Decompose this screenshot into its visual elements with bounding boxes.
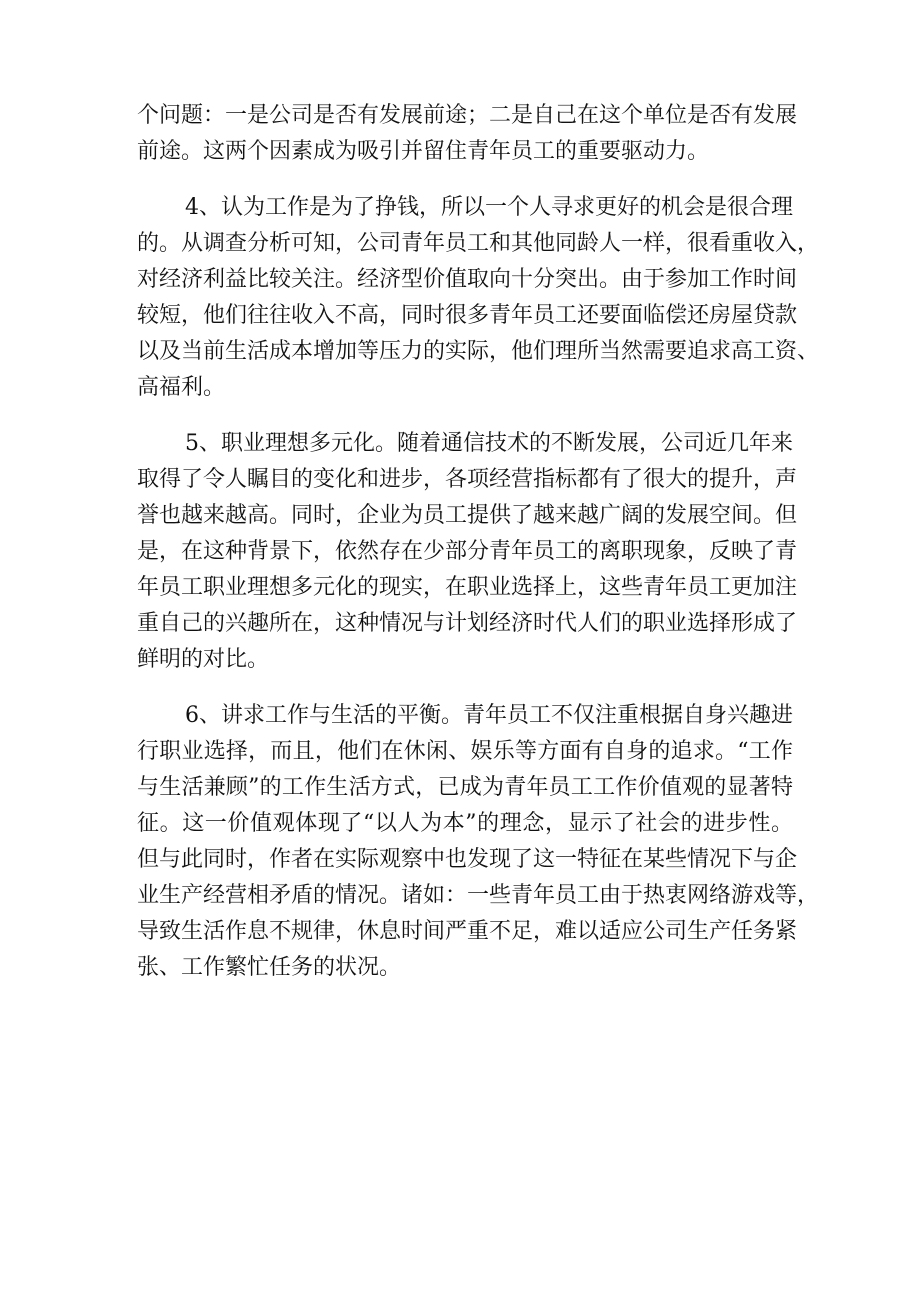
paragraph-continuation bbox=[137, 98, 798, 170]
text-line: 业生产经营相矛盾的情况。诸如：一些青年员工由于热衷网络游戏等， bbox=[137, 883, 820, 908]
text-line: 与生活兼顾”的工作生活方式，已成为青年员工工作价值观的显著特 bbox=[137, 775, 793, 800]
text-line: 4、认为工作是为了挣钱，所以一个人寻求更好的机会是很合理 bbox=[185, 195, 793, 220]
paragraph-item-4 bbox=[137, 190, 820, 406]
text-line: 张、工作繁忙任务的状况。 bbox=[137, 955, 402, 980]
text-line: 是，在这种背景下，依然存在少部分青年员工的离职现象，反映了青 bbox=[137, 539, 798, 564]
text-line: 前途。这两个因素成为吸引并留住青年员工的重要驱动力。 bbox=[137, 139, 710, 164]
text-line: 年员工职业理想多元化的现实，在职业选择上，这些青年员工更加注 bbox=[137, 575, 798, 600]
text-line: 征。这一价值观体现了“以人为本”的理念，显示了社会的进步性。 bbox=[137, 811, 793, 836]
text-line: 6、讲求工作与生活的平衡。青年员工不仅注重根据自身兴趣进 bbox=[185, 703, 793, 728]
text-line: 以及当前生活成本增加等压力的实际，他们理所当然需要追求高工资、 bbox=[137, 339, 820, 364]
text-line: 个问题：一是公司是否有发展前途；二是自己在这个单位是否有发展 bbox=[137, 103, 798, 128]
text-line: 的。从调查分析可知，公司青年员工和其他同龄人一样，很看重收入， bbox=[137, 231, 820, 256]
text-line: 5、职业理想多元化。随着通信技术的不断发展，公司近几年来 bbox=[185, 431, 793, 456]
text-line: 较短，他们往往收入不高，同时很多青年员工还要面临偿还房屋贷款 bbox=[137, 303, 798, 328]
text-line: 对经济利益比较关注。经济型价值取向十分突出。由于参加工作时间 bbox=[137, 267, 798, 292]
paragraph-item-6 bbox=[137, 698, 820, 986]
document-body bbox=[137, 98, 820, 1006]
text-line: 高福利。 bbox=[137, 375, 226, 400]
text-line: 誉也越来越高。同时，企业为员工提供了越来越广阔的发展空间。但 bbox=[137, 503, 798, 528]
text-line: 取得了令人瞩目的变化和进步，各项经营指标都有了很大的提升，声 bbox=[137, 467, 798, 492]
text-line: 重自己的兴趣所在，这种情况与计划经济时代人们的职业选择形成了 bbox=[137, 611, 798, 636]
text-line: 但与此同时，作者在实际观察中也发现了这一特征在某些情况下与企 bbox=[137, 847, 798, 872]
text-line: 导致生活作息不规律，休息时间严重不足，难以适应公司生产任务紧 bbox=[137, 919, 798, 944]
text-line: 行职业选择，而且，他们在休闲、娱乐等方面有自身的追求。“工作 bbox=[137, 739, 793, 764]
text-line: 鲜明的对比。 bbox=[137, 647, 270, 672]
paragraph-item-5 bbox=[137, 426, 798, 678]
